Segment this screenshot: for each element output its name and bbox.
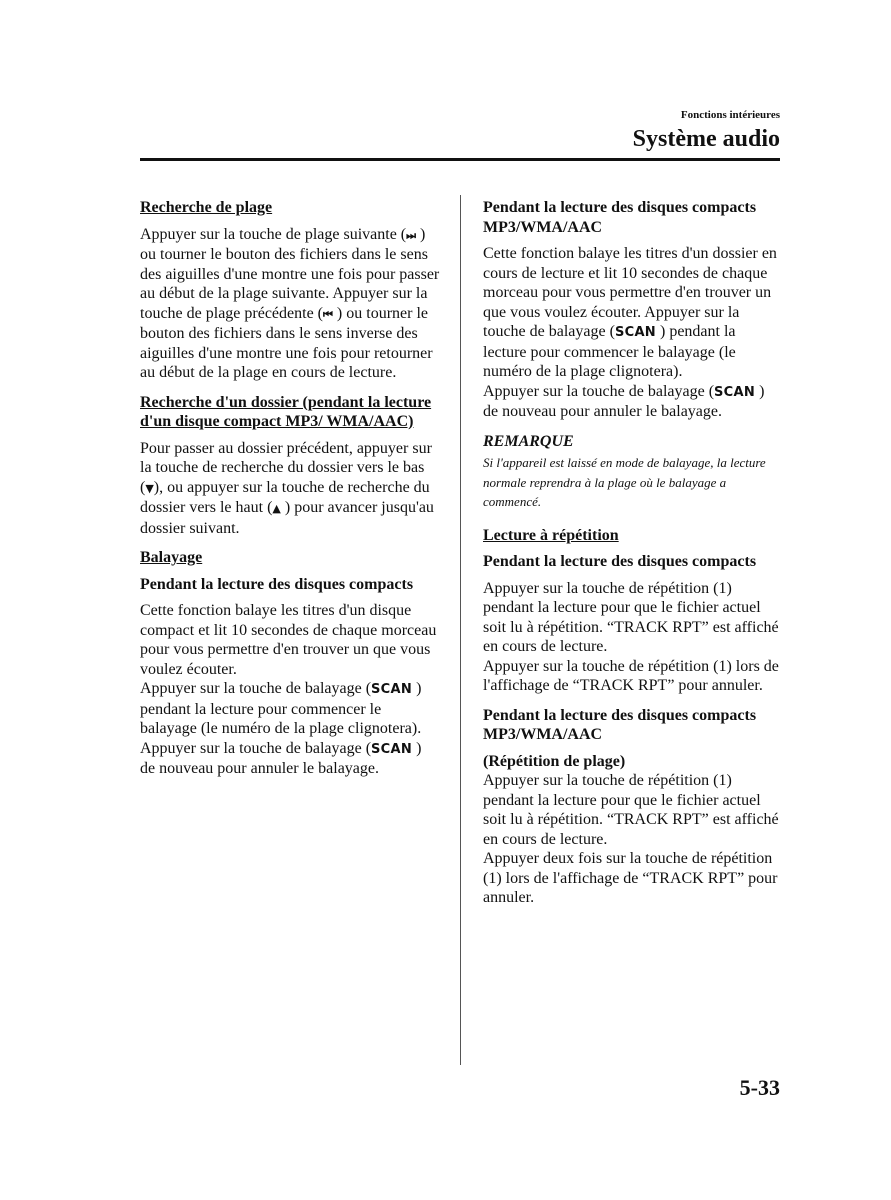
header-rule	[140, 158, 780, 161]
subheading-track-repeat: (Répétition de plage)	[483, 752, 626, 770]
text-segment: Appuyer sur la touche de balayage (	[483, 382, 715, 400]
paragraph-mp3-scan	[483, 244, 783, 382]
paragraph-mp3-repeat-off: Appuyer deux fois sur la touche de répétition (1) lors de l'affichage de “TRACK RPT” pour annuler.	[483, 850, 778, 906]
down-arrow-icon: ▼	[145, 481, 154, 495]
text-segment: ), ou appuyer sur la touche de recherche du dossier vers le haut (	[140, 478, 430, 516]
previous-track-icon: ⏮	[323, 307, 333, 321]
column-divider	[460, 195, 461, 1065]
paragraph-scan-intro: Cette fonction balaye les titres d'un disque compact et lit 10 secondes de chaque morceau pour vous permettre d'en trouver un que vous voulez écouter.	[140, 602, 437, 678]
section-label: Fonctions intérieures	[680, 109, 780, 121]
subheading-mp3-repeat: Pendant la lecture des disques compacts MP3/WMA/AAC	[483, 706, 757, 743]
text-segment: ) de nouveau pour annuler le balayage.	[140, 739, 422, 777]
right-column	[483, 198, 783, 916]
text-segment: Appuyer sur la touche de plage suivante (	[140, 225, 407, 243]
text-segment: ) de nouveau pour annuler le balayage.	[483, 382, 765, 420]
text-segment: ) ou tourner le bouton des fichiers dans le sens inverse des aiguilles d'une montre une fois pour retourner au début de la plage en cours de lecture.	[140, 304, 433, 381]
paragraph-scan-usage	[140, 679, 440, 779]
subheading-mp3-scan: Pendant la lecture des disques compacts MP3/WMA/AAC	[483, 199, 757, 236]
paragraph-mp3-cancel	[483, 382, 783, 422]
scan-button-label: SCAN	[371, 682, 413, 697]
note-title: REMARQUE	[483, 432, 574, 450]
chapter-title: Système audio	[632, 126, 780, 152]
text-segment: Cette fonction balaye les titres d'un dossier en cours de lecture et lit 10 secondes de chaque morceau pour vous permettre d'en trouver un que vous voulez écouter. Appuyer sur la touche de balayage (	[483, 245, 777, 340]
heading-track-search: Recherche de plage	[140, 199, 273, 216]
paragraph-repeat-on: Appuyer sur la touche de répétition (1) pendant la lecture pour que le fichier actuel soit lu à répétition. “TRACK RPT” est affiché en cours de lecture.	[483, 579, 779, 655]
heading-scan: Balayage	[140, 549, 203, 566]
left-column	[140, 198, 440, 787]
page-number: 5-33	[739, 1075, 780, 1100]
up-arrow-icon: ▲	[272, 502, 281, 515]
scan-button-label: SCAN	[614, 325, 656, 340]
scan-button-label: SCAN	[714, 384, 756, 400]
note-text: Si l'appareil est laissé en mode de balayage, la lecture normale reprendra à la plage où le balayage a commencé.	[483, 455, 766, 509]
paragraph-repeat-off: Appuyer sur la touche de répétition (1) lors de l'affichage de “TRACK RPT” pour annuler.	[483, 657, 779, 694]
heading-repeat: Lecture à répétition	[483, 526, 619, 544]
heading-folder-search: Recherche d'un dossier (pendant la lecture d'un disque compact MP3/ WMA/AAC)	[140, 393, 432, 430]
paragraph-track-search	[140, 225, 440, 383]
scan-button-label: SCAN	[371, 741, 413, 757]
text-segment: ) pendant la lecture pour commencer le balayage (le numéro de la plage clignotera). Appuyer sur la touche de balayage (	[140, 680, 422, 757]
text-segment: ) pour avancer jusqu'au dossier suivant.	[140, 499, 434, 537]
text-segment: Appuyer sur la touche de balayage (	[140, 680, 372, 697]
text-segment: Pour passer au dossier précédent, appuyer sur la touche de recherche du dossier vers le bas (	[140, 439, 432, 496]
subheading-cd: Pendant la lecture des disques compacts	[140, 575, 414, 593]
text-segment: ) pendant la lecture pour commencer le balayage (le numéro de la plage clignotera).	[483, 323, 736, 380]
subheading-cd-repeat: Pendant la lecture des disques compacts	[483, 553, 757, 570]
paragraph-mp3-repeat-on: Appuyer sur la touche de répétition (1) pendant la lecture pour que le fichier actuel soit lu à répétition. “TRACK RPT” est affiché en cours de lecture.	[483, 772, 779, 848]
paragraph-folder-search	[140, 439, 440, 539]
page-header	[633, 108, 780, 154]
text-segment: ) ou tourner le bouton des fichiers dans le sens des aiguilles d'une montre une fois pour passer au début de la plage suivante. Appuyer sur la touche de plage précédente (	[140, 225, 440, 322]
next-track-icon: ⏭	[406, 228, 417, 242]
